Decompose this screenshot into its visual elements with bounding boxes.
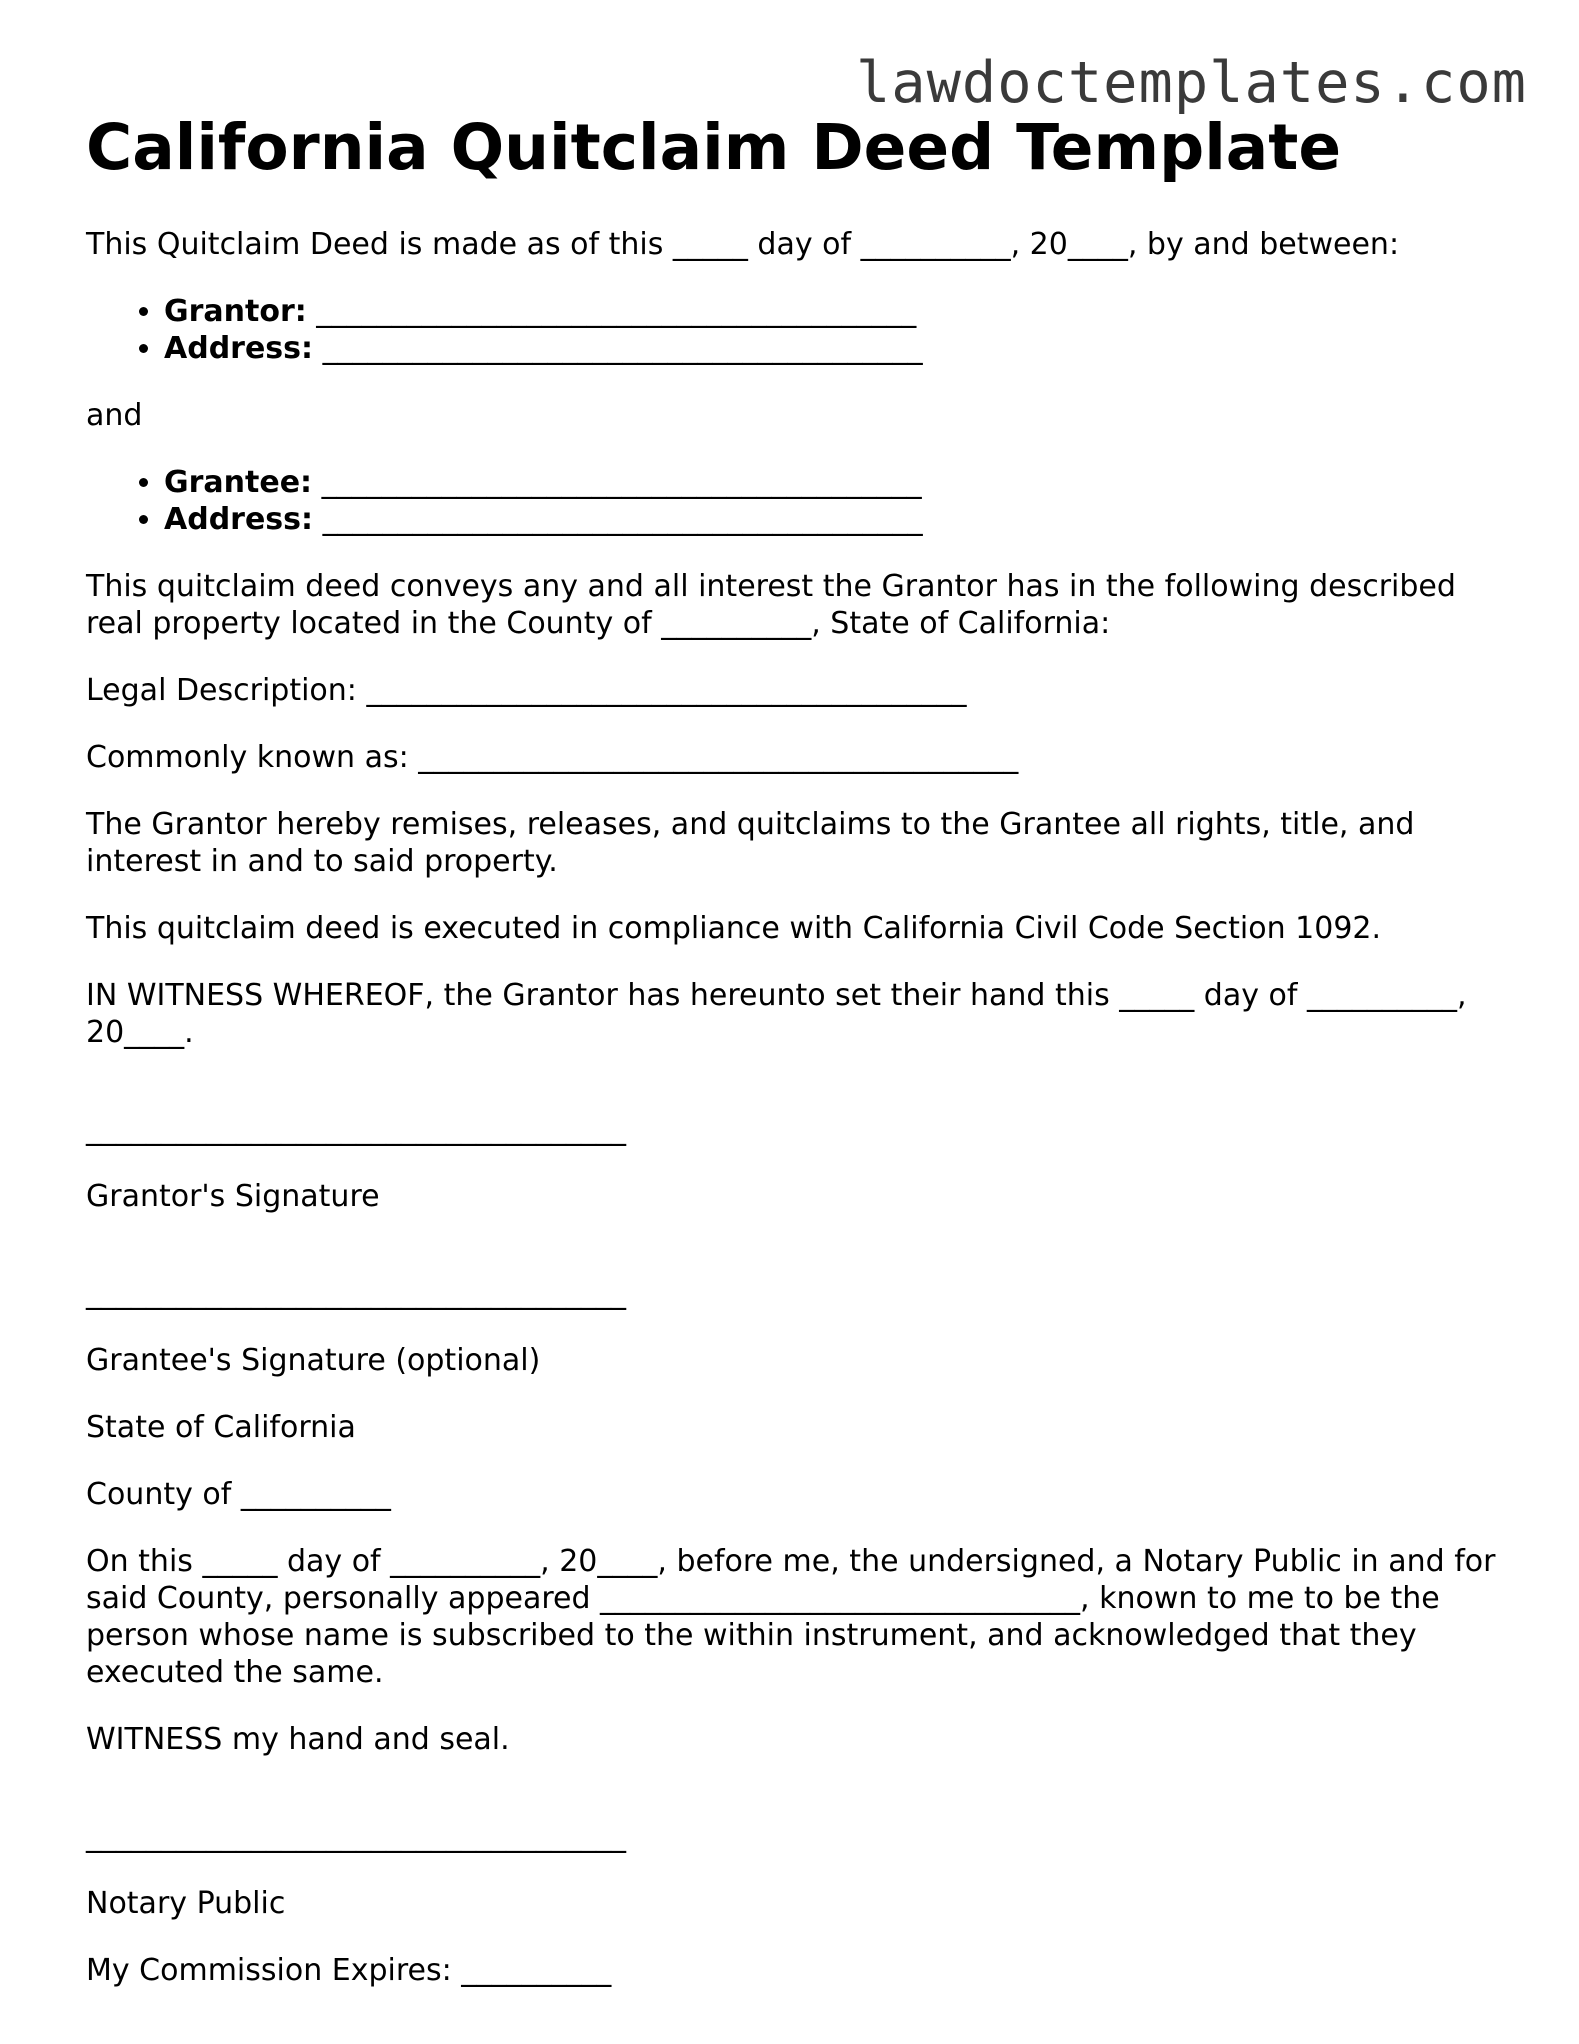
- notary-public-label: Notary Public: [86, 1886, 286, 1921]
- witness-seal: WITNESS my hand and seal.: [86, 1722, 510, 1757]
- county-line: County of __________: [86, 1477, 391, 1512]
- grantee-name-item: [164, 464, 1506, 501]
- remises-paragraph: The Grantor hereby remises, releases, and quitclaims to the Grantee all rights, title, and interest in and to said property.: [86, 807, 1424, 879]
- intro-paragraph: This Quitclaim Deed is made as of this _____ day of __________, 20____, by and between:: [86, 227, 1400, 262]
- commonly-known-as: Commonly known as: ________________________________________: [86, 740, 1019, 775]
- site-watermark: lawdoctemplates.com: [855, 50, 1527, 116]
- grantor-address-label: Address:: [164, 331, 314, 366]
- grantor-address-blank: ________________________________________: [313, 331, 923, 366]
- grantee-address-label: Address:: [164, 502, 314, 537]
- grantor-list: [86, 293, 1506, 367]
- grantee-address-blank: ________________________________________: [313, 502, 923, 537]
- grantee-signature-line: ____________________________________: [86, 1276, 626, 1311]
- document-title: California Quitclaim Deed Template: [86, 111, 1342, 184]
- grantor-name-item: [164, 293, 1506, 330]
- grantee-label: Grantee:: [164, 465, 313, 500]
- commission-expires: My Commission Expires: __________: [86, 1953, 612, 1988]
- and-text: and: [86, 398, 143, 433]
- grantee-signature-label: Grantee's Signature (optional): [86, 1343, 541, 1378]
- grantor-blank: ________________________________________: [306, 294, 917, 329]
- conveys-paragraph: This quitclaim deed conveys any and all interest the Grantor has in the following described real property located in the County of __________, State of California:: [86, 569, 1466, 641]
- witness-whereof-paragraph: IN WITNESS WHEREOF, the Grantor has hereunto set their hand this _____ day of __________, 20____.: [86, 978, 1477, 1050]
- document-body: [86, 110, 1506, 2019]
- state-line: State of California: [86, 1410, 356, 1445]
- grantor-signature-label: Grantor's Signature: [86, 1179, 380, 1214]
- grantor-label: Grantor:: [164, 294, 307, 329]
- grantee-list: [86, 464, 1506, 538]
- legal-description: Legal Description: ________________________________________: [86, 673, 967, 708]
- grantee-address-item: [164, 501, 1506, 538]
- grantor-address-item: [164, 330, 1506, 367]
- notary-signature-line: ____________________________________: [86, 1819, 626, 1854]
- grantor-signature-line: ____________________________________: [86, 1112, 626, 1147]
- compliance-paragraph: This quitclaim deed is executed in compliance with California Civil Code Section 1092.: [86, 911, 1382, 946]
- grantee-blank: ________________________________________: [312, 465, 922, 500]
- notary-acknowledgment: On this _____ day of __________, 20____, before me, the undersigned, a Notary Public in and for said County, personally appeared ________________________________, known to me to be the person whose name is subscribed to the within instrument, and acknowledged that they executed the same.: [86, 1544, 1505, 1690]
